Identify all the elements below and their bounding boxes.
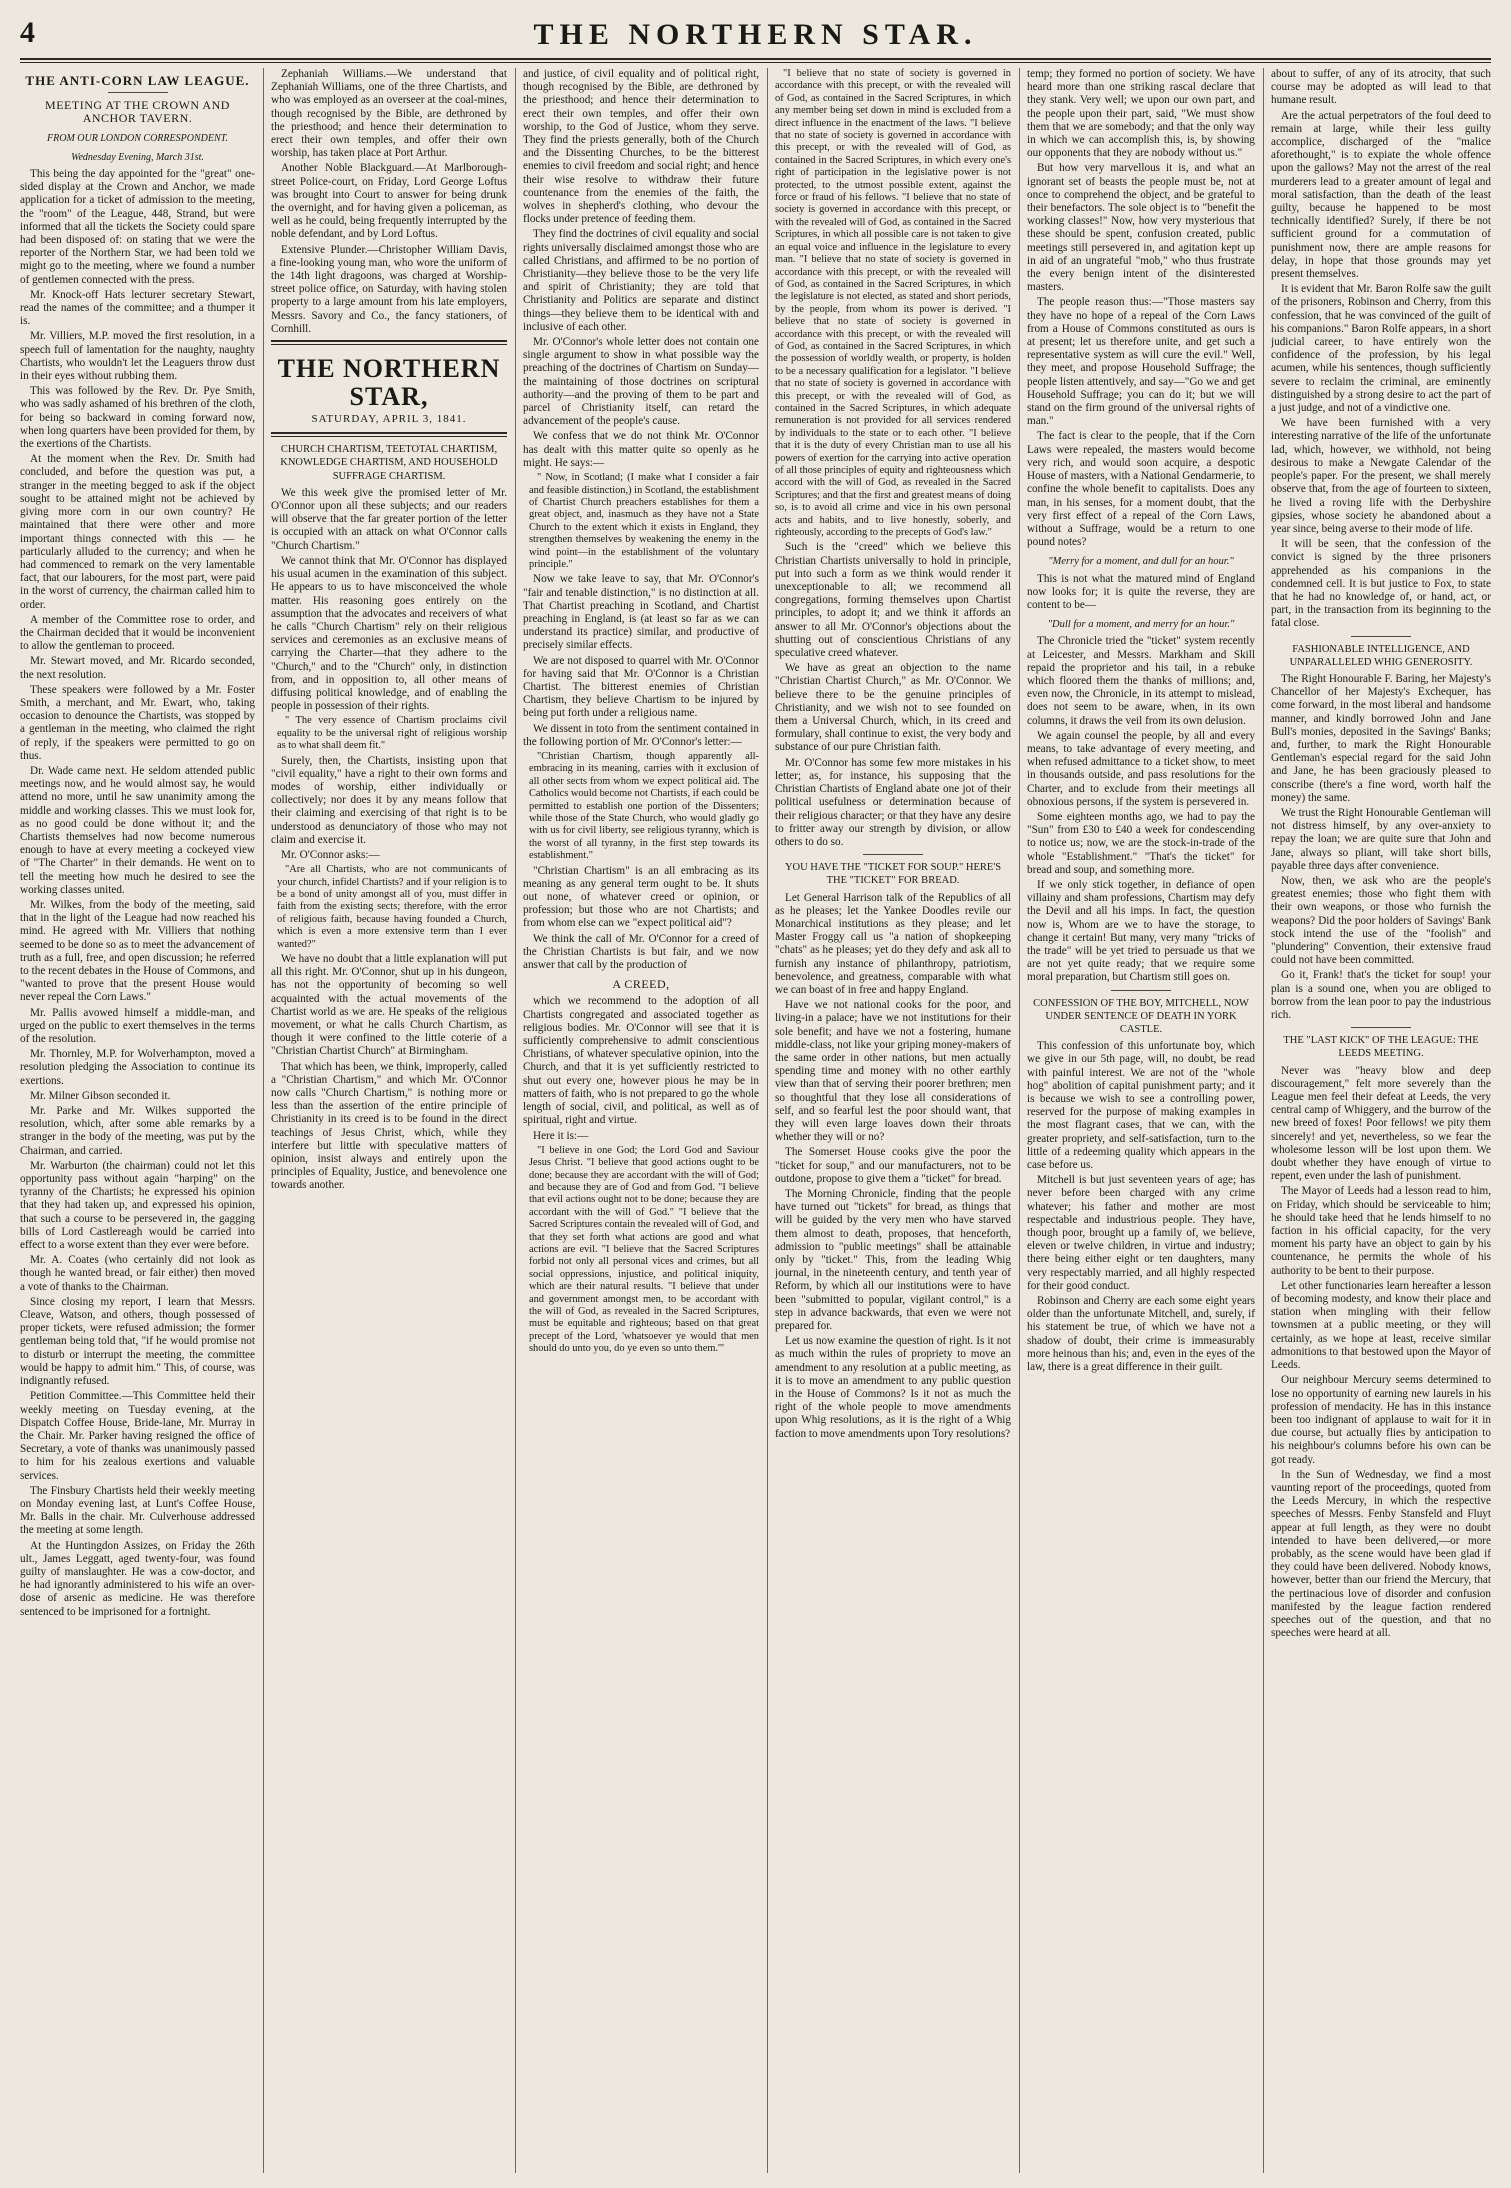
header-rule-thin (20, 62, 1491, 63)
divider (1351, 1027, 1411, 1028)
paragraph: Mr. O'Connor's whole letter does not contain one single argument to show in what possible way the preaching of the doctrines of Chartism on Sunday—the maintaining of those doctrines on scriptural authority—and the proving of them to be part and parcel of Christianity itself, can retard the advancement of the people's cause. (523, 336, 759, 428)
paragraph: Mr. Pallis avowed himself a middle-man, and urged on the public to exert themselves in the terms of the resolution. (20, 1006, 255, 1046)
paragraph: Such is the "creed" which we believe this Christian Chartists universally to hold in principle, put into such a form as we think would render it unexceptionable to all; we recommend all congregations, forming themselves upon Chartist principles, to adopt it; and we think it affords an answer to all Mr. O'Connor's objections about the shutting out of conscientious Christians of any speculative creed whatever. (775, 541, 1011, 660)
paragraph: The Finsbury Chartists held their weekly meeting on Monday evening last, at Lunt's Coffee House, Mr. Balls in the chair. Mr. Culverhouse addressed the meeting at some length. (20, 1484, 255, 1537)
paragraph: Are the actual perpetrators of the foul deed to remain at large, while their less guilty accomplice, discharged of the "malice aforethought," is to expiate the whole offence upon the gallows? May not the arrest of the real murderers lead to a greater amount of legal and moral satisfaction, than the death of the least guilty, because he happened to be most technically identified? Surely, if there be not sufficient ground for a commutation of punishment now, there are ample reasons for delay, in hope that those grounds may yet present themselves. (1271, 109, 1491, 281)
paragraph: That which has been, we think, improperly, called a "Christian Chartism," and which Mr. O'Connor now calls "Church Chartism," is nothing more or less than the assertion of the entire principle of Christianity in its creed is to be found in the direct teachings of Jesus Christ, which, while they interfere but little with speculative matters of opinion, insist always and entirely upon the principles of Equality, Justice, and benevolence one towards another. (271, 1060, 507, 1192)
divider (863, 854, 923, 855)
masthead (20, 18, 1491, 54)
paragraph: Robinson and Cherry are each some eight years older than the unfortunate Mitchell, and, surely, if his statement be true, of which we have not a shadow of doubt, their crime is immeasurably more heinous than his; and, even in the eyes of the law, there is a great difference in their guilt. (1027, 1295, 1255, 1374)
divider (1351, 636, 1411, 637)
paragraph: Mr. A. Coates (who certainly did not look as though he wanted bread, or fair either) then moved a vote of thanks to the Chairman. (20, 1254, 255, 1293)
leader-headline: CHURCH CHARTISM, TEETOTAL CHARTISM, KNOWLEDGE CHARTISM, AND HOUSEHOLD SUFFRAGE CHARTISM. (280, 444, 498, 482)
section-divider (271, 340, 507, 345)
paragraph: We have as great an objection to the name "Christian Chartist Church," as Mr. O'Connor. We believe there to be the genuine principles of Christianity, and we wish not to see founded on them a Universal Church, which, in its creed and formulary, shall continue to exist, the very body and substance of our pure Christian faith. (775, 662, 1011, 754)
blockquote (277, 715, 507, 752)
column-1 (20, 68, 255, 2173)
paragraph: We this week give the promised letter of Mr. O'Connor upon all these subjects; and our readers will observe that the far greater portion of the letter is occupied with an attack on what O'Connor calls "Church Chartism." (271, 486, 507, 552)
paragraph: Go it, Frank! that's the ticket for soup! your plan is a sound one, when you are obliged to borrow from the lean poor to pay the industrious rich. (1271, 969, 1491, 1022)
paragraph: This is not what the matured mind of England now looks for; it is quite the reverse, they are content to be— (1027, 572, 1255, 611)
column-rule (1263, 68, 1264, 2173)
paragraph: Mr. Villiers, M.P. moved the first resolution, in a speech full of lamentation for the naughty, naughty Chartists, who wouldn't let the Leaguers throw dust in their eyes without rubbing them. (20, 330, 255, 383)
creed-continued (775, 68, 1011, 539)
quote-text: "Christian Chartism, though apparently all-embracing in its meaning, carries with it exclusion of all other sects from whom we expect political aid. The Catholics would become not Chartists, if each could be permitted to establish one portion of the Dissenters; while those of the State Church, who would gladly go with us for civil liberty, see religious tyranny, which is the worst of all tyranny, in the first step towards its establishment." (529, 750, 759, 862)
paragraph: This was followed by the Rev. Dr. Pye Smith, who was sadly ashamed of his brethren of the cloth, for being so backward in coming forward now, when long quarters have been provided for them, by the exertions of the Chartists. (20, 385, 255, 451)
paragraph: The fact is clear to the people, that if the Corn Laws were repealed, the masters would become very rich, and would soon acquire, a despotic House of masters, with a National Gendarmerie, to confine the whole benefit to capitalists. Does any man, in his senses, for a moment doubt, that the very first effect of a repeal of the Corn Laws, without a Suffrage, would be a return to one pound notes? (1027, 430, 1255, 549)
quote-line: "Merry for a moment, and dull for an hour." (1048, 556, 1234, 568)
editorial-date: SATURDAY, APRIL 3, 1841. (311, 413, 467, 426)
paragraph: At the moment when the Rev. Dr. Smith had concluded, and before the question was put, a stranger in the meeting begged to ask if the object sought to be attained might not be achieved by giving more corn in our own country? He maintained that there were other and more important things connected with this — he particularly alluded to the currency; and when he had commenced to remark on the very lamentable fact, that our labourers, for the most part, were paid in the worst of currency, the chairman called him to order. (20, 453, 255, 611)
page-number: 4 (20, 16, 35, 49)
headline-confession: CONFESSION OF THE BOY, MITCHELL, NOW UNDER SENTENCE OF DEATH IN YORK CASTLE. (1033, 997, 1249, 1036)
paragraph: This confession of this unfortunate boy, which we give in our 5th page, will, no doubt, be read with painful interest. We are not of the "whole hog" abolition of capital punishment party; and it is because we wish to see a controlling power, reserved for the purpose of making examples in the most flagrant cases, that we can, with the greater propriety, and self-satisfaction, turn to the little of a redeeming quality which appears in the case before us. (1027, 1040, 1255, 1172)
blockquote (529, 751, 759, 863)
paragraph: Let General Harrison talk of the Republics of all as he pleases; let the Yankee Doodles revile our Monarchical institutions as they please; and let Master Froggy call us "a nation of shopkeeping "chats" as he pleases; yet do they defy and ask all to furnish any instance of philanthropy, patriotism, benevolence, and greatness, comparable with what we can boast of in free and happy England. (775, 891, 1011, 996)
paragraph: temp; they formed no portion of society. We have heard more than one striking rascal declare that they stank. Very well; we upon our own part, and the people upon their part, said, "We must show them that we are somebody; and that the only way in which we can accomplish this, is, by showing our opponents that they are nobody without us." (1027, 68, 1255, 160)
editorial-title: THE NORTHERN STAR, (277, 354, 501, 412)
section-divider (271, 432, 507, 437)
paragraph: Mr. Wilkes, from the body of the meeting, said that in the light of the League had now reached his mind. He agreed with Mr. Villiers that nothing seemed to be done so as to meet the advancement of truth as a full, free, and open discussion; he referred to the recent debates in the House of Commons, and "wanted to prove that the present House would never repeal the Corn Laws." (20, 898, 255, 1004)
headline-anti-corn-law: THE ANTI-CORN LAW LEAGUE. (25, 73, 250, 88)
paragraph: Surely, then, the Chartists, insisting upon that "civil equality," have a right to their own forms and modes of worship, either individually or collectively; nor does it by any means follow that their claiming and exercising of that right is to be understood as denunciatory of those who may not claim and exercise it. (271, 754, 507, 846)
quote-text: " Now, in Scotland; (I make what I consider a fair and feasible distinction,) in Scotland, the establishment of Chartist Church preachers establishes for them a great object, and, inasmuch as they have not a State Church to the extent which it exists in England, they strengthen themselves by weakening the enemy in the wind point—in the establishment of the voluntary principle." (529, 472, 759, 570)
paragraph: Our neighbour Mercury seems determined to lose no opportunity of earning new laurels in his profession of mendacity. He has in this instance been too indignant of applause to wait for it in due course, but actually flies by anticipation to his neighbour's columns before his own can be got ready. (1271, 1374, 1491, 1466)
column-6 (1271, 68, 1491, 2173)
paragraph: We again counsel the people, by all and every means, to take advantage of every meeting, and when refused admittance to a ticket show, to meet in thousands outside, and pass resolutions for the Charter, and to exclude from their meetings all obnoxious persons, if the system is persevered in. (1027, 729, 1255, 808)
column-rule (515, 68, 516, 2173)
paragraph: Now, then, we ask who are the people's greatest enemies; those who fight them with their own weapons, or those who furnish the weapons? Did the poor holders of Savings' Bank stock intend the use of the "foolish" and "plundering" Convention, their extensive fraud could not have been committed. (1271, 874, 1491, 967)
paragraph: Let us now examine the question of right. Is it not as much within the rules of propriety to move an amendment to any resolution at a public meeting, as it is to move an amendment to any public question in the House of Commons? Is it not as much the right of the whole people to move amendments upon Whig resolutions, as it is the right of a Whig faction to move amendments upon Tory resolutions? (775, 1335, 1011, 1440)
headline-last-kick: THE "LAST KICK" OF THE LEAGUE: THE LEEDS MEETING. (1283, 1035, 1479, 1060)
column-rule (263, 68, 264, 2173)
paragraph: We have no doubt that a little explanation will put all this right. Mr. O'Connor, shut up in his dungeon, has not the opportunity of becoming so well acquainted with the actual movements of the Chartist world as we are. He speaks of the religious movement, or what he calls Church Chartism, as though it were confined to the little coterie of a "Christian Chartist Church" at Birmingham. (271, 953, 507, 1058)
quote-text: "I believe in one God; the Lord God and Saviour Jesus Christ. "I believe that good actions ought to be done; because they are accordant with the will of God; and because they are of God and from God. "I believe that evil actions ought not to be done; because they are accordant with the will of God." "I believe that the Sacred Scriptures contain the revealed will of God, and that they set forth what actions are good and what actions are evil. "I believe that the Sacred Scriptures forbid not only all personal vices and crimes, but all social oppressions, injustice, and political iniquity, which are their natural results. "I believe that under and government amongst men, to be accordant with the will of God, as revealed in the Sacred Scriptures, must be equitable and righteous; based on that great precept of the Lord, 'whatsoever ye would that men should do unto you, do ye even so unto them.'" (529, 1144, 759, 1355)
paragraph: Since closing my report, I learn that Messrs. Cleave, Watson, and others, though possessed of proper tickets, were refused admission; the former gentleman being told that, "if he would promise not to disturb or interrupt the meeting, the committee would be happy to admit him." This, of course, was indignantly refused. (20, 1295, 255, 1388)
quote-text: "Are all Chartists, who are not communicants of your church, infidel Chartists? and if your religion is to be a bond of unity amongst all of you, must differ in faith from the existing sects; therefore, with the error of religious faith, because having founded a Church, which is even a more extensive term than I ever wanted?" (277, 864, 507, 950)
column-5 (1027, 68, 1255, 2173)
quote-text: "I believe that no state of society is governed in accordance with this precept, or with the revealed will of God, as contained in the Sacred Scriptures, in which any member being set down in mind is excluded from a direct influence in the enactment of the laws. "I believe that no state of society is governed in accordance with this precept, or with the revealed will of God, as contained in the Sacred Scriptures, in which every one's right of participation in the legislative power is not protected, to the utmost possible extent, against the force or fraud of his fellows. "I believe that no state of society is governed in accordance with this precept, or with the revealed will of God, as contained in the Sacred Scriptures, in which all possible care is not taken to give an equal voice and influence in the legislature to every man. "I believe that no state of society is governed in accordance with this precept, or with the revealed will of God, as contained in the Sacred Scriptures, in which the legislature is not elected, as stated and short periods, by the people, from whom its power is derived. "I believe that no state of society is governed in accordance with this precept, or with the revealed will of God, as contained in the Sacred Scriptures, in which the possession of worldly wealth, or property, is holden to be a necessary qualification for a legislator. "I believe that no state of society is governed in accordance with this precept, or with the revealed will of God, as contained in the Sacred Scriptures, in which adequate remuneration is not provided for all services rendered by individuals to the state or to each other. "I believe that it is the duty of every Christian man to use all his powers of exertion for the carrying into active operation of all those principles of equity and righteousness which accord with the will of God, as revealed in the Sacred Scriptures; and that the first and greatest means of doing so, is to avoid all crime and vice in his own personal acts and habits, and to live honestly, soberly, and righteously, according to the precepts of God's law." (775, 68, 1011, 539)
quote-line: "Dull for a moment, and merry for an hour." (1047, 619, 1235, 631)
paragraph: Mr. O'Connor has some few more mistakes in his letter; as, for instance, his supposing that the Christian Chartists of England abate one jot of their political usefulness or determination because of their religious character; or that they have any desire to fritter away our strength by division, or allow others to do so. (775, 756, 1011, 848)
column-rule (1019, 68, 1020, 2173)
paragraph: We are not disposed to quarrel with Mr. O'Connor for having said that Mr. O'Connor is a Christian Chartist. The bitterest enemies of Christian Chartism, they believe Chartism to be injured by being put forth under a religious name. (523, 654, 759, 720)
paragraph: It is evident that Mr. Baron Rolfe saw the guilt of the prisoners, Robinson and Cherry, from this confession, that he was convinced of the guilt of his companions." Baron Rolfe appears, in a short judicial career, to have entirely won the confidence of the profession, by his legal acumen, while his sentences, though sufficiently severe to reclaim the criminal, are eminently distinguished by a strong desire to act the part of a just judge, and not of a vindictive one. (1271, 283, 1491, 415)
headline-soup-ticket: YOU HAVE THE "TICKET FOR SOUP." HERE'S THE "TICKET" FOR BREAD. (784, 862, 1002, 887)
paragraph: Extensive Plunder.—Christopher William Davis, a fine-looking young man, who wore the uniform of the 14th light dragoons, was charged at Worship-street police office, on Saturday, with having stolen property to a large amount from his late employers, Messrs. Savory and Co., the fancy stationers, of Cornhill. (271, 243, 507, 335)
newspaper-title: THE NORTHERN STAR. (533, 18, 978, 51)
paragraph: These speakers were followed by a Mr. Foster Smith, a merchant, and Mr. Ewart, who, taking occasion to denounce the Chartists, was stopped by a gentleman in the meeting, who claimed the right of reply, if the speakers were permitted to go on thus. (20, 683, 255, 762)
paragraph: If we only stick together, in defiance of open villainy and sham professions, Chartism may defy the Devil and all his imps. In fact, the question now is, Whom are we to have the storage, to change it certain! But many, very many "tricks of the trade" will be yet tried to persuade us that we are not yet quite ready; that we require some moral preparation, but Chartism still goes on. (1027, 878, 1255, 984)
paragraph: The Morning Chronicle, finding that the people have turned out "tickets" for bread, as things that will be guided by the very men who have starved them almost to death, proposes, that henceforth, admission to "public meetings" shall be attainable only by "ticket." This, from the leading Whig journal, in the nineteenth century, and tenth year of Reform, by which all our institutions were to have been "submitted to popular, vigilant control," is a step in advance backwards, that even we were not prepared for. (775, 1187, 1011, 1333)
dateline: Wednesday Evening, March 31st. (71, 151, 204, 163)
paragraph: The Chronicle tried the "ticket" system recently at Leicester, and Messrs. Markham and Skill repaid the proprietor and his tail, in a rebuke which floored them the thanks of millions; and, even now, the Chronicle, in its attempt to mislead, does not seem to be aware, when, in its own columns, it draws the veil from its own delusion. (1027, 635, 1255, 727)
paragraph: Mr. Milner Gibson seconded it. (30, 1089, 171, 1102)
paragraph: Never was "heavy blow and deep discouragement," felt more severely than the League men feel their defeat at Leeds, the very central camp of Whiggery, and the burrow of the new breed of foxes! Poor fellows! we pity them sincerely! and yet, nevertheless, so we fear the wholesome lesson will be lost upon them. We doubt whether they have enough of virtue to repent, even under the lash of punishment. (1271, 1064, 1491, 1183)
paragraph: Let other functionaries learn hereafter a lesson of becoming modesty, and know their place and station when mingling with their fellow townsmen at a public meeting, or they will certainly, as we hope at least, receive similar admonitions to that bestowed upon the Mayor of Leeds. (1271, 1279, 1491, 1372)
columns (20, 68, 1491, 2178)
headline-fashionable: FASHIONABLE INTELLIGENCE, AND UNPARALLELED WHIG GENEROSITY. (1289, 643, 1473, 668)
paragraph: Mr. Knock-off Hats lecturer secretary Stewart, read the names of the committee; and a thumper it is. (20, 288, 255, 328)
paragraph: which we recommend to the adoption of all Chartists congregated and associated together as religious bodies. Mr. O'Connor will see that it is sufficiently comprehensive to admit conscientious Christians, of whatever speculative opinion, into the Church, and that it is yet sufficiently restricted to shut out every one, however pious he may be in matters of faith, who is not prepared to go the whole length of social, civil, and political, as well as of spiritual, right and virtue. (523, 995, 759, 1127)
paragraph: The Somerset House cooks give the poor the "ticket for soup," and our manufacturers, not to be outdone, propose to give them a "ticket" for bread. (775, 1146, 1011, 1185)
paragraph: about to suffer, of any of its atrocity, that such course may be adopted as will lead to that humane result. (1271, 68, 1491, 107)
paragraph: Mitchell is but just seventeen years of age; has never before been charged with any crime whatever; his father and mother are most respectable and industrious people. They have, though poor, brought up a family of, we believe, eleven or twelve children, in virtue and industry; there being either eight or ten daughters, many very respectably married, and all highly respected for their good conduct. (1027, 1174, 1255, 1292)
paragraph: Mr. Parke and Mr. Wilkes supported the resolution, which, after some able remarks by a stranger in the body of the meeting, was put by the Chairman, and carried. (20, 1105, 255, 1157)
quote-text: " The very essence of Chartism proclaims civil equality to be the universal right of religious worship as to what shall deem fit." (277, 715, 507, 752)
paragraph: Mr. O'Connor asks:— (281, 848, 380, 861)
paragraph: Petition Committee.—This Committee held their weekly meeting on Tuesday evening, at the Dispatch Coffee House, Bride-lane, Mr. Murray in the Chair. Mr. Parker having resigned the office of Secretary, a vote of thanks was unanimously passed to him for his zealous exertions and valuable services. (20, 1390, 255, 1482)
paragraph: Now we take leave to say, that Mr. O'Connor's "fair and tenable distinction," is no distinction at all. That Chartist preaching in Scotland, and Chartist preaching in England, is (at least so far as we can understand its practice) similar, and productive of precisely similar effects. (523, 573, 759, 652)
paragraph: We trust the Right Honourable Gentleman will not distress himself, by any over-anxiety to repay the loan; we are quite sure that John and Jane, always so pliant, will take short bills, payable three days after convenience. (1271, 806, 1491, 872)
blockquote (277, 864, 507, 951)
header-rule (20, 58, 1491, 60)
column-4 (775, 68, 1011, 2173)
paragraph: This being the day appointed for the "great" one-sided display at the Crown and Anchor, we made application for a ticket of admission to the meeting, the "room" of the League, 448, Strand, but were informed that all the tickets the Society could spare had been disposed of: on stating that we were the reporter of the Northern Star, we had been told we might go to the meeting, where we found a number of gentlemen connected with the press. (20, 168, 255, 286)
paragraph: Another Noble Blackguard.—At Marlborough-street Police-court, on Friday, Lord George Loftus was brought into Court to answer for being drunk the overnight, and for having given a policeman, as well as he could, being frequently interrupted by the noble defendant, and by Lord Loftus. (271, 162, 507, 241)
paragraph: Zephaniah Williams.—We understand that Zephaniah Williams, one of the three Chartists, and who was employed as an overseer at the coal-mines, though recognised by the Bible, are dethroned by the priesthood; and hence their determination to erect their own temples, and offer their own worship, has taken place at Port Arthur. (271, 68, 507, 160)
paragraph: Have we not national cooks for the poor, and living-in a palace; have we not institutions for their sole benefit; and have we not a fostering, humane middle-class, not like your griping money-makers of the same order in other nations, but men actually spending time and money with no other earthly view than that of serving their poorer brethren; men so thoughtful that they lose all considerations of self, and so fearful lest the poor should want, that they will even large loaves down their throats whether they will or no? (775, 999, 1011, 1144)
paragraph: Some eighteen months ago, we had to pay the "Sun" from £30 to £40 a week for condescending to notice us; now, we are the stock-in-trade of the whole "Establishment." "That's the ticket" for bread and soup, and something more. (1027, 810, 1255, 876)
byline: FROM OUR LONDON CORRESPONDENT. (47, 132, 228, 144)
column-2 (271, 68, 507, 2173)
paragraph: A member of the Committee rose to order, and the Chairman decided that it would be inconvenient to allow the gentleman to proceed. (20, 613, 255, 653)
paragraph: But how very marvellous it is, and what an ignorant set of beasts the people must be, not at once to comprehend the object, and be grateful to their benefactors. The sole object is to "benefit the working classes!" Now, how very mysterious that these should be spent, confusion created, public meetings still persevered in, and agitation kept up in aid of an ungrateful "mob," who thus frustrate the every benign intent of the disinterested masters. (1027, 162, 1255, 294)
subheadline-meeting: MEETING AT THE CROWN AND ANCHOR TAVERN. (45, 98, 230, 126)
paragraph: and justice, of civil equality and of political right, though recognised by the Bible, are dethroned by the priesthood; and hence their determination to erect their own temples, and offer their own worship, to the God of Justice, whom they serve. They find the priests generally, both of the Church and the Dissenting Churches, to be the bitterest enemies to civil freedom and social right; and hence their wise resolve to withdraw their future countenance from the enemies of the faith, the wolves in shepherd's clothing, who devour the flocks under pretence of feeding them. (523, 68, 759, 226)
creed-text (529, 1145, 759, 1356)
paragraph: The Mayor of Leeds had a lesson read to him, on Friday, which should be serviceable to him; he should take heed that he lends himself to no faction in his official capacity, for the very moment his party have an object to gain by his countenance, he permits the whole of his authority to be bent to their purpose. (1271, 1185, 1491, 1277)
paragraph: In the Sun of Wednesday, we find a most vaunting report of the proceedings, quoted from the Leeds Mercury, in which the respective speeches of Messrs. Fenby Stansfeld and Fluyt appear at full length, as they were no doubt intended to have been delivered,—or more probably, as the scene would have been glad if they could have been delivered. Nobody knows, however, better than our friend the Mercury, that the pertinacious love of disorder and confusion manifested by the league faction rendered speeches out of the question, and that no speeches were heard at all. (1271, 1468, 1491, 1640)
paragraph: The people reason thus:—"Those masters say they have no hope of a repeal of the Corn Laws from a House of Commons constituted as ours is at present; let us therefore unite, and get such a representative system as will cure the evil." Well, they meet, and propose Household Suffrage; the people listen attentively, and say—"Go we and get Household Suffrage; you can do it; but we will stand on the firm ground of the universal rights of man." (1027, 296, 1255, 428)
paragraph: They find the doctrines of civil equality and social rights universally disclaimed amongst those who are called Christians, and affirmed to be no portion of Christianity—they believe those to be the very life and spirit of Christianity; they are told that Christianity and Politics are separate and distinct things—they believe them to be identical with and inclusive of each other. (523, 228, 759, 333)
paragraph: It will be seen, that the confession of the convict is signed by the three prisoners apprehended as his companions in the condemned cell. It is but justice to Fox, to state that he had no knowledge of, or hand, act, or part, in the transaction from its beginning to the fatal close. (1271, 538, 1491, 630)
column-3 (523, 68, 759, 2173)
paragraph: The Right Honourable F. Baring, her Majesty's Chancellor of her Majesty's Exchequer, has come forward, in the most liberal and handsome manner, and kindly borrowed John and Jane Bull's monies, deposited in the Savings' Banks; and, further, to mark the Right Honourable Gentleman's especial regard for the said John and Jane, he has been graciously pleased to conscribe (there's a fine word, worth half the money) the same. (1271, 672, 1491, 804)
paragraph: "Christian Chartism" is an all embracing as its meaning as any general term ought to be. It shuts out none, of whatever creed or opinion, or profession; but those who are not Chartists; and from whom else can we "expect political aid"? (523, 864, 759, 930)
blockquote (529, 472, 759, 571)
paragraph: We have been furnished with a very interesting narrative of the life of the unfortunate lad, which, however, we withhold, not being desirous to make a Newgate Calendar of the people's paper. For the present, we shall merely observe that, from the age of fourteen to sixteen, he lived a roving life with the Derbyshire gipsies, whose society he abandoned about a year since, being averse to their mode of life. (1271, 417, 1491, 535)
paragraph: We cannot think that Mr. O'Connor has displayed his usual acumen in the examination of this subject. He appears to us to have misconceived the whole matter. His reasoning goes entirely on the assumption that the advocates and receivers of what he calls "Church Chartism" rely on their religious services and ceremonies as an exclusive means of carrying the Charter—that they adhere to the "Church," and to the "Church" only, in distinction from, and in opposition to, all other means of diffusing political knowledge, and of enabling the people in possession of their rights. (271, 554, 507, 713)
paragraph: At the Huntingdon Assizes, on Friday the 26th ult., James Leggatt, aged twenty-four, was found guilty of manslaughter. He was a cow-doctor, and he had ignorantly administered to his wife an over-dose of arsenic as medicine. He was therefore sentenced to be imprisoned for a fortnight. (20, 1539, 255, 1618)
paragraph: Dr. Wade came next. He seldom attended public meetings now, and he would almost say, he would attend no more, until he saw unanimity among the middle and working classes. This we must look for, as no good could be done without it; and the Chartists themselves had now become numerous enough to have at every meeting a cockeyed view of "The Charter" in their demands. He went on to tell the meeting how much he desired to see the working classes united. (20, 764, 255, 896)
paragraph: We confess that we do not think Mr. O'Connor has dealt with this matter quite so openly as he might. He says:— (523, 430, 759, 469)
creed-headline: A CREED, (612, 977, 670, 992)
divider (1111, 990, 1171, 991)
column-rule (767, 68, 768, 2173)
paragraph: Mr. Warburton (the chairman) could not let this opportunity pass without again "harping" on the tyranny of the Chartists; he expressed his opinion that they had taken up, and expressed his opinion, that such a course to be persevered in, the gagging bills of Lord Castlereagh would be carried into effect to a worse extent than they ever were before. (20, 1159, 255, 1252)
paragraph: Here it is:— (533, 1129, 589, 1142)
divider (108, 92, 168, 93)
paragraph: Mr. Stewart moved, and Mr. Ricardo seconded, the next resolution. (20, 655, 255, 681)
paragraph: Mr. Thornley, M.P. for Wolverhampton, moved a resolution pledging the Association to continue its exertions. (20, 1048, 255, 1087)
paragraph: We think the call of Mr. O'Connor for a creed of the Christian Chartists is but fair, and we now answer that call by the production of (523, 932, 759, 972)
paragraph: We dissent in toto from the sentiment contained in the following portion of Mr. O'Connor's letter:— (523, 722, 759, 748)
